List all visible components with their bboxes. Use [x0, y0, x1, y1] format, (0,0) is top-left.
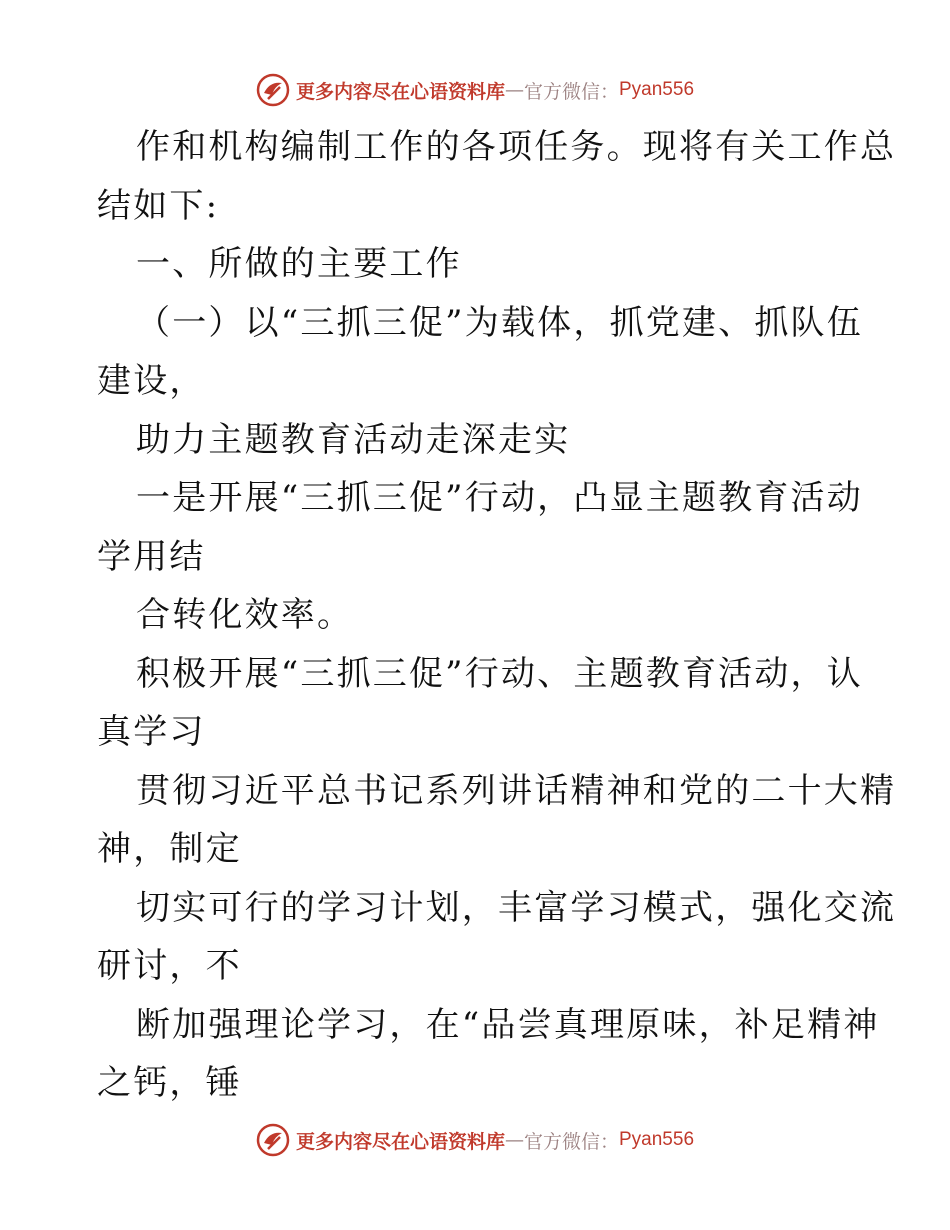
text-line: 助力主题教育活动走深走实: [136, 419, 571, 460]
watermark-dash: —: [504, 1129, 524, 1151]
text-line: 结如下:: [97, 185, 220, 226]
text-line: 之钙，锤: [97, 1063, 242, 1103]
text-line: 合转化效率。: [136, 595, 354, 635]
watermark-id-text: Pyan556: [619, 79, 695, 100]
watermark-sub-text: 官方微信：: [523, 80, 619, 103]
brand-logo-icon: [256, 1123, 290, 1157]
text-line: 建设，: [97, 361, 206, 401]
watermark-dash: —: [504, 79, 524, 101]
text-line: 真学习: [97, 712, 206, 752]
text-line: 断加强理论学习，在“品尝真理原味，补足精神: [136, 1004, 880, 1045]
watermark-id-text: Pyan556: [619, 1129, 695, 1150]
text-line: 学用结: [97, 536, 206, 577]
text-line: 一、所做的主要工作: [136, 244, 462, 284]
text-line: 贯彻习近平总书记系列讲话精神和党的二十大精: [136, 770, 897, 811]
text-line: （一）以“三抓三促”为载体，抓党建、抓队伍: [136, 302, 863, 343]
watermark-main-text: 更多内容尽在心语资料库: [295, 1130, 505, 1153]
watermark-main-text: 更多内容尽在心语资料库: [295, 80, 505, 103]
text-line: 神，制定: [97, 829, 242, 869]
brand-logo-icon: [256, 73, 290, 107]
text-line: 一是开展“三抓三促”行动，凸显主题教育活动: [136, 478, 863, 518]
text-line: 积极开展“三抓三促”行动、主题教育活动，认: [136, 653, 863, 694]
text-line: 作和机构编制工作的各项任务。现将有关工作总: [136, 127, 897, 167]
document-body: [97, 118, 897, 1113]
text-line: 切实可行的学习计划，丰富学习模式，强化交流: [136, 887, 897, 928]
watermark-sub-text: 官方微信：: [523, 1130, 619, 1153]
footer-watermark: [0, 1120, 950, 1160]
text-line: 研讨，不: [97, 946, 242, 986]
header-watermark: [0, 70, 950, 110]
